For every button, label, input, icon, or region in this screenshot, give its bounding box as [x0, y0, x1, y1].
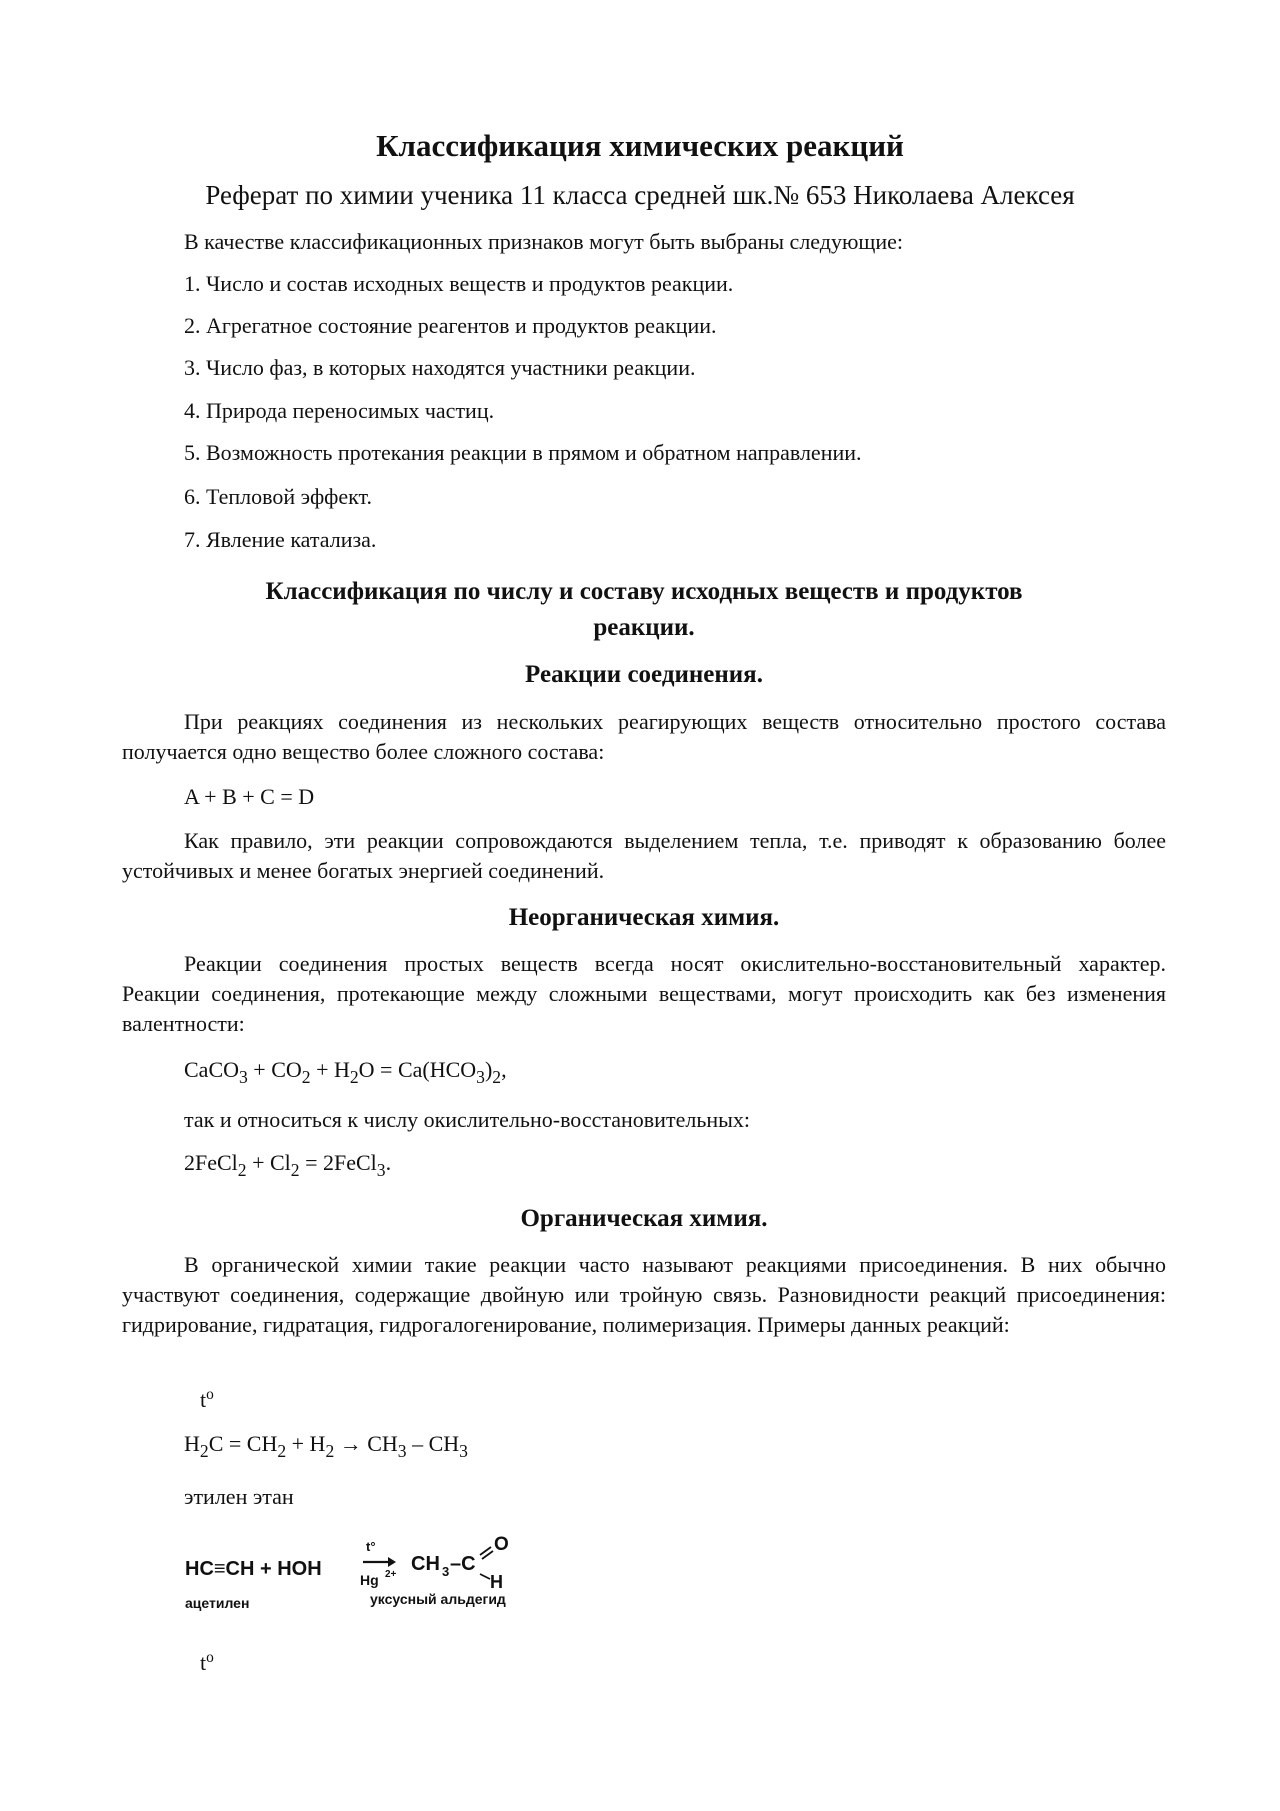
feature-item: 5. Возможность протекания реакции в прямом и обратном направлении.	[184, 440, 862, 465]
subsection-heading: Неорганическая химия.	[508, 904, 780, 931]
feature-item: 6. Тепловой эффект.	[184, 484, 372, 509]
oxygen-atom: O	[494, 1534, 509, 1555]
feature-item: 3. Число фаз, в которых находятся участники реакции.	[184, 355, 696, 380]
subsection-heading: Реакции соединения.	[525, 661, 763, 688]
feature-item: 4. Природа переносимых частиц.	[184, 398, 495, 423]
catalyst: Hg	[360, 1572, 379, 1588]
product: CH	[411, 1553, 440, 1575]
single-bond	[480, 1574, 490, 1579]
reaction-scheme	[180, 1528, 560, 1618]
name-acetylene: ацетилен	[185, 1595, 250, 1611]
condition-temp: t°	[366, 1539, 376, 1554]
paragraph: Реакции соединения простых веществ всегда носят окислительно-восстановительный характер. Реакции соединения, протекающие между сложными веществами, могут происходить как без изменения валентности:	[122, 951, 1166, 1036]
feature-item: 2. Агрегатное состояние реагентов и продуктов реакции.	[184, 313, 717, 338]
feature-item: 7. Явление катализа.	[184, 527, 377, 552]
catalyst-charge: 2+	[385, 1569, 397, 1580]
equation: 2FeCl$_2$ + $Cl_2$ = 2FeCl$_3$.	[184, 1150, 392, 1180]
feature-item: 1. Число и состав исходных веществ и продуктов реакции.	[184, 271, 734, 296]
reaction-condition: $t^o$	[200, 1649, 214, 1675]
reaction-condition: $t^o$	[200, 1386, 214, 1412]
section-heading-cont: реакции.	[593, 614, 695, 641]
paragraph: Как правило, эти реакции сопровождаются выделением тепла, т.е. приводят к образованию более устойчивых и менее богатых энергией соединений.	[122, 828, 1166, 883]
arrow-head	[388, 1557, 396, 1567]
reactants: HC≡CH + HOH	[185, 1558, 322, 1580]
intro-text: В качестве классификационных признаков могут быть выбраны следующие:	[184, 229, 903, 254]
paragraph: В органической химии такие реакции часто называют реакциями присоединения. В них обычно участвуют соединения, содержащие двойную или тройную связь. Разновидности реакций присоединения: гидрирование, гидратация, гидрогалогенирование, полимеризация. Примеры данных реакций:	[122, 1252, 1166, 1337]
paragraph-line: так и относиться к числу окислительно-восстановительных:	[184, 1107, 751, 1132]
equation: $H_2C = CH_2 + H_2 \to CH_3 - CH_3$	[184, 1431, 468, 1461]
name-acetaldehyde: уксусный альдегид	[370, 1591, 506, 1607]
subsection-heading: Органическая химия.	[520, 1205, 768, 1232]
equation: CaCO$_3$ + $CO_2 + H_2O = Ca(HCO_3)_2$,	[184, 1057, 507, 1087]
product-rest: –C	[450, 1553, 476, 1575]
product-subscript: 3	[442, 1564, 450, 1579]
reaction-scheme-svg	[180, 1528, 560, 1618]
page-subtitle: Реферат по химии ученика 11 класса средней шк.№ 653 Николаева Алексея	[205, 180, 1075, 210]
section-heading: Классификация по числу и составу исходных веществ и продуктов	[265, 578, 1023, 605]
compound-names: этилен этан	[184, 1484, 294, 1509]
paragraph: При реакциях соединения из нескольких реагирующих веществ относительно простого состава получается одно вещество более сложного состава:	[122, 709, 1166, 764]
equation: A + B + C = D	[184, 784, 315, 809]
page-title: Классификация химических реакций	[376, 128, 904, 163]
hydrogen-atom: H	[490, 1572, 503, 1592]
